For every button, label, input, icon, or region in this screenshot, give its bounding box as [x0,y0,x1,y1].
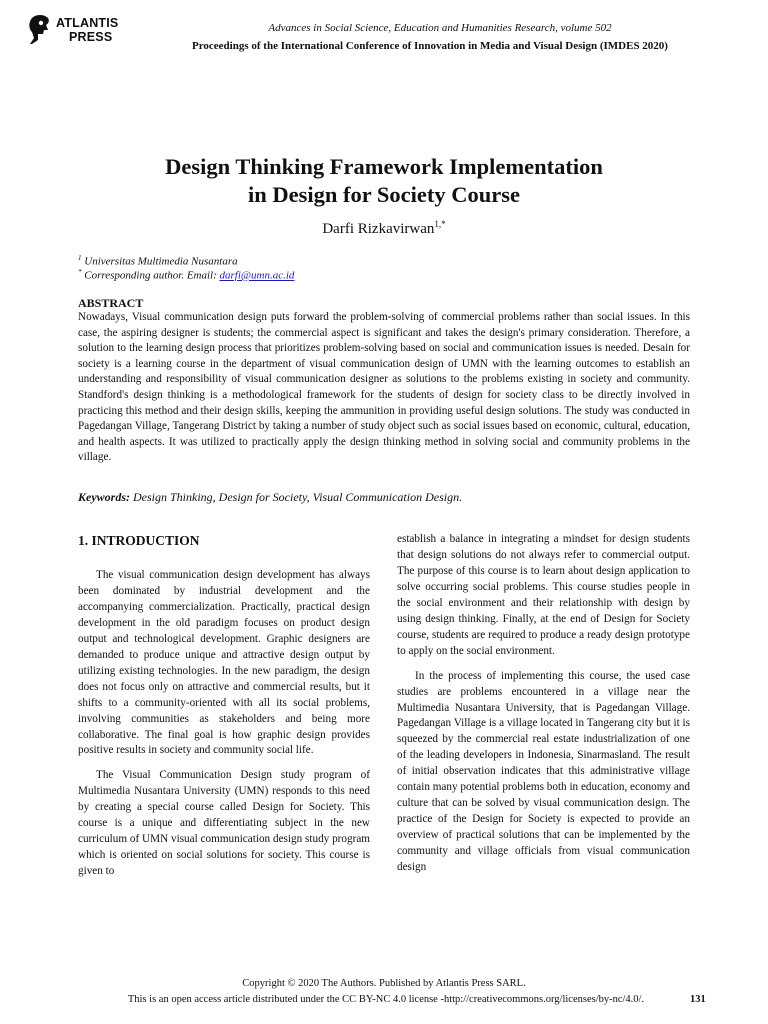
left-column [78,568,370,889]
corresponding-author [78,266,294,283]
title-line-2: in Design for Society Course [247,182,521,207]
publisher-logo [26,14,126,48]
license-notice: This is an open access article distributed under the CC BY-NC 4.0 license -http://creativecommons.org/licenses/by-nc/4.0/. [127,994,645,1005]
affiliation-text: Universitas Multimedia Nusantara [81,255,238,268]
author-superscript: 1,* [434,219,446,229]
abstract-heading: ABSTRACT [78,296,144,310]
logo-text-atlantis: ATLANTIS [56,16,119,30]
right-column [397,532,690,885]
proceedings-name: Proceedings of the International Conference of Innovation in Media and Visual Design (IMDES 2020) [192,40,668,52]
affiliation-superscript: 1 [78,254,82,262]
author-line [200,214,568,239]
keywords-label: Keywords: [78,490,130,504]
paragraph: The visual communication design development has always been dominated by industrial development and the accompanying commercialization. Practically, practical design development in the old paradigm focuses on product design output and technological development. Graphic designers are demanded to produce unique and attractive design output by utilizing existing technologies. In the new paradigm, the design does not focus only on attractive and commercial results, but it shifts to a community-oriented with all its social problems, involving communities as stakeholders and being more collaborative. The final goal is how graphic design provides positive results in society and community social life. [78,569,370,757]
paper-title [100,153,668,209]
title-line-1: Design Thinking Framework Implementation [165,154,603,179]
copyright-notice: Copyright © 2020 The Authors. Published by Atlantis Press SARL. [242,978,526,989]
abstract-body: Nowadays, Visual communication design puts forward the problem-solving of commercial problems rather than social issues. In this case, the aspiring designer is students; the commercial aspect is significant and takes the design's primary consideration. Therefore, a solution to the learning design process that prioritizes problem-solving based on social and communication issues is needed. Desain for society is a learning course in the department of visual communication design of UMN with the learning outcomes to establish an understanding and responsibility of visual communication designer as solutions to the problems existing in society and community. Standford's design thinking is a methodological framework for the students of design for society class to be directly involved in practicing this method and their design skills, keeping the ammunition in providing useful design solutions. The study was conducted in Pagedangan Village, Tangerang District by taking a number of study object such as social issues based on economic, cultural, education, and health aspects. It was utilized to practically apply the design thinking method in solving social and community problems in the village. [78,311,690,464]
author-name: Darfi Rizkavirwan [322,221,435,237]
corresponding-text: Corresponding author. Email: [81,269,220,282]
keywords-text: Design Thinking, Design for Society, Visual Communication Design. [130,490,463,504]
paragraph: The Visual Communication Design study program of Multimedia Nusantara University (UMN) responds to this need by creating a special course called Design for Society. This course is a unique and differentiating subject in the new curriculum of UMN visual communication design study program which is oriented on social solutions for society. This course is given to [78,769,370,878]
email-link[interactable]: darfi@umn.ac.id [219,269,295,282]
paragraph: In the process of implementing this course, the used case studies are problems encountered in a village near the Multimedia Nusantara University, that is Pagedangan Village. Pagedangan Village is a village located in Tangerang city but it is squeezed by the commercial real estate industrialization of one of the leading developers in Indonesia, Sinarmasland. The result of initial observation indicates that this administrative village contain many potential problems both in education, economy and culture that can be solved by visual communication design. The practice of the Design for Society is expected to provide an overview of practical solutions that can be implemented by the community and village officials from visual communication design [397,669,690,874]
section-heading: 1. INTRODUCTION [78,533,200,548]
page-number: 131 [690,994,706,1005]
corresponding-superscript: * [78,268,82,276]
logo-text-press: PRESS [69,30,113,44]
keywords [78,490,690,505]
paragraph: establish a balance in integrating a mindset for design students that design solutions do not always refer to commercial output. The purpose of this course is to learn about design application to solve occurring social problems. This course studies people in the social environment and their relationship with design by using design thinking. Finally, at the end of Design for Society course, students are required to produce a ready design prototype to apply on the social environment. [397,533,690,657]
journal-name: Advances in Social Science, Education and Humanities Research, volume 502 [268,22,612,34]
atlantis-logo-icon [26,14,54,48]
